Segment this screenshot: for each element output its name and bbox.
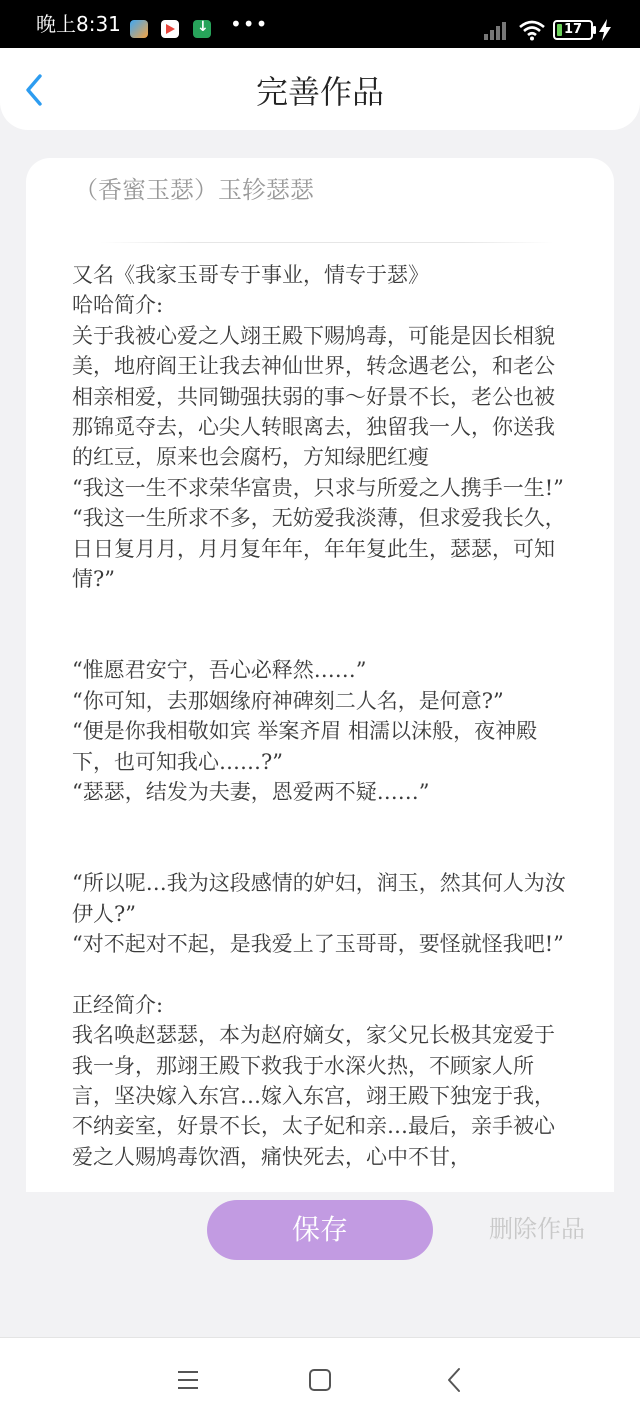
save-button[interactable]: 保存 <box>207 1200 433 1260</box>
menu-icon <box>168 1364 208 1396</box>
signal-icon <box>483 20 509 40</box>
work-editor-card <box>26 158 614 1192</box>
divider <box>100 242 554 243</box>
home-icon <box>300 1364 340 1396</box>
status-bar <box>0 0 640 48</box>
page-title: 完善作品 <box>255 73 384 111</box>
system-nav-bar <box>0 1337 640 1422</box>
battery-icon <box>553 20 593 40</box>
wifi-icon <box>519 19 545 41</box>
app-notification-icon <box>130 20 148 38</box>
charging-icon <box>598 19 612 41</box>
download-icon <box>193 20 211 38</box>
play-store-icon <box>161 20 179 38</box>
work-description-textarea[interactable]: 又名《我家玉哥专于事业，情专于瑟》 哈哈简介: 关于我被心爱之人翊王殿下赐鸠毒，可能是因长相貌美，地府阎王让我去神仙世界，转念遇老公，和老公相亲相爱，共同锄强扶弱的事～好景不长，老公也被那锦觅夺去，心尖人转眼离去，独留我一人，你送我的红豆，原来也会腐朽，方知绿肥红瘦 “我这一生不求荣华富贵，只求与所爱之人携手一生!” “我这一生所求不多，无妨爱我淡薄，但求爱我长久，日日复月月，月月复年年，年年复此生，瑟瑟，可知情?” “惟愿君安宁，吾心必释然……” “你可知，去那姻缘府神碑刻二人名，是何意?” “便是你我相敬如宾 举案齐眉 相濡以沫般，夜神殿下，也可知我心……?” “瑟瑟，结发为夫妻，恩爱两不疑……” “所以呢…我为这段感情的妒妇，润玉，然其何人为汝伊人?” “对不起对不起，是我爱上了玉哥哥，要怪就怪我吧!” 正经简介: 我名唤赵瑟瑟，本为赵府嫡女，家父兄长极其宠爱于我一身，那翊王殿下救我于水深火热，不顾家人所言，坚决嫁入东宫…嫁入东宫，翊王殿下独宠于我，不纳妾室，好景不长，太子妃和亲…最后，亲手被心爱之人赐鸠毒饮酒，痛快死去，心中不甘， <box>72 263 566 1169</box>
home-button[interactable] <box>300 1364 340 1396</box>
app-header <box>0 48 640 130</box>
recent-apps-button[interactable] <box>168 1364 208 1396</box>
delete-work-button[interactable]: 删除作品 <box>489 1215 585 1243</box>
more-notifications-icon: ••• <box>230 12 269 36</box>
status-time: 晚上8:31 <box>36 12 121 36</box>
back-icon <box>435 1364 475 1396</box>
battery-text: 17 <box>563 22 583 37</box>
system-back-button[interactable] <box>435 1364 475 1396</box>
work-title-input[interactable]: （香蜜玉瑟）玉轸瑟瑟 <box>74 176 314 204</box>
